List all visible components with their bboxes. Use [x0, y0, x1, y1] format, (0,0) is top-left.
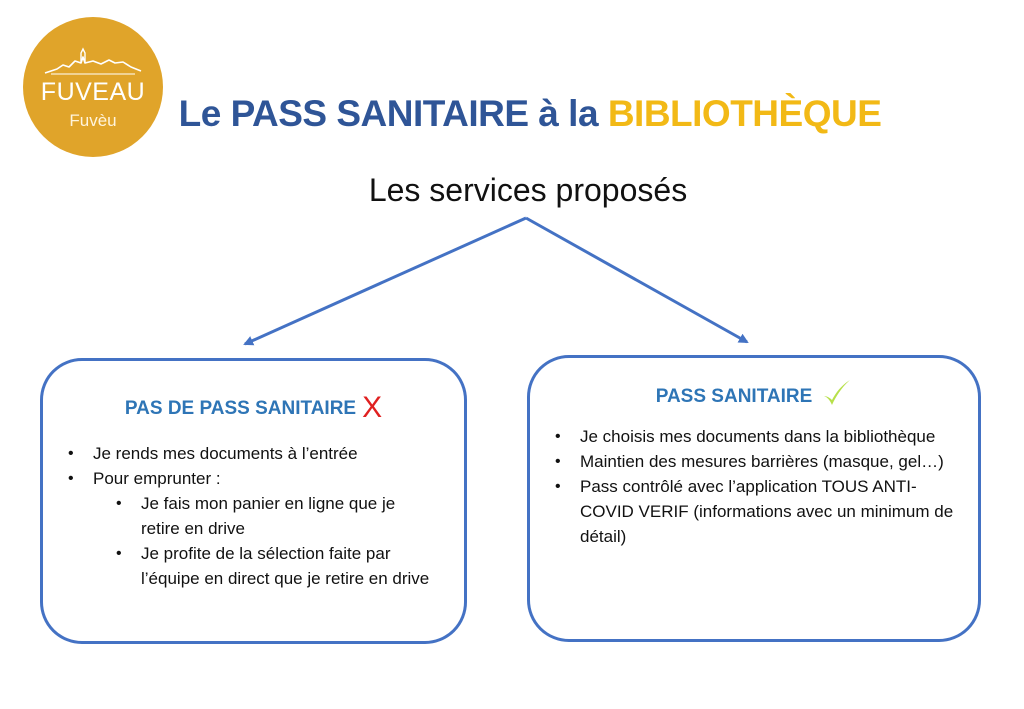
title-main: Le PASS SANITAIRE à la: [178, 93, 608, 134]
arrow-left: [245, 218, 526, 344]
sub-list: [93, 491, 438, 591]
check-icon: [822, 378, 852, 416]
list-item: • Je choisis mes documents dans la bibliothèque: [580, 424, 960, 449]
no-pass-title-text: PAS DE PASS SANITAIRE: [124, 398, 357, 419]
logo-name: FUVEAU: [40, 78, 146, 106]
title-highlight: BIBLIOTHÈQUE: [607, 93, 882, 134]
sub-list-item: • Je profite de la sélection faite par l’équipe en direct que je retire en drive: [141, 541, 438, 591]
list-item: • Je rends mes documents à l’entrée: [93, 441, 438, 466]
section-subtitle: Les services proposés: [368, 172, 688, 208]
list-item: • Maintien des mesures barrières (masque, gel…): [580, 449, 960, 474]
list-item: [93, 466, 438, 591]
list-item-label: Pour emprunter :: [93, 469, 221, 488]
list-item: • Pass contrôlé avec l’application TOUS ANTI-COVID VERIF (informations avec un minimum de détail): [580, 474, 960, 549]
pass-title: [530, 378, 978, 416]
no-pass-box: [40, 358, 467, 644]
no-pass-list: [93, 441, 438, 591]
no-pass-title: [43, 391, 464, 425]
cross-icon: X: [362, 391, 383, 424]
pass-list: [580, 424, 960, 549]
arrow-right: [526, 218, 747, 342]
pass-box: [527, 355, 981, 642]
logo-subtitle: Fuvèu: [69, 111, 117, 130]
sub-list-item: • Je fais mon panier en ligne que je retire en drive: [141, 491, 438, 541]
pass-title-text: PASS SANITAIRE: [655, 386, 813, 407]
